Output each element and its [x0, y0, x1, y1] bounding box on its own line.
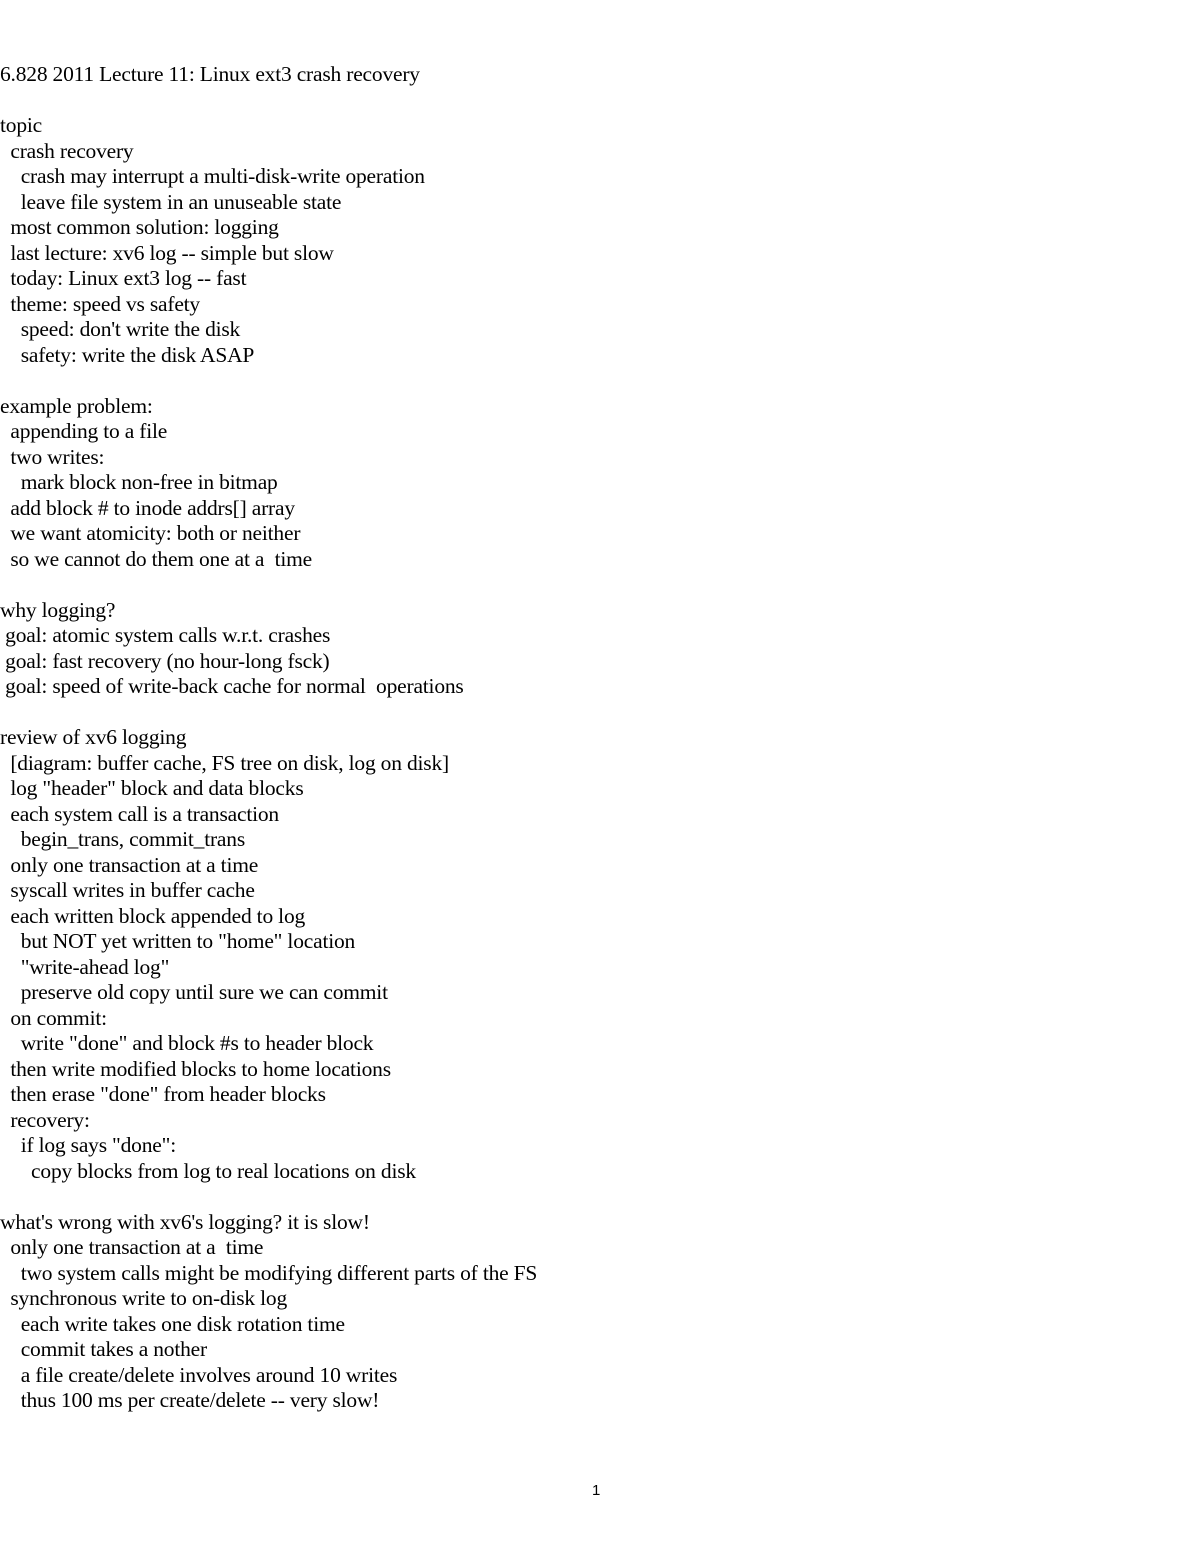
lecture-notes-text — [0, 62, 537, 1414]
text-line: appending to a file — [0, 419, 168, 443]
text-line: we want atomicity: both or neither — [0, 521, 301, 545]
text-line: but NOT yet written to "home" location — [0, 929, 356, 953]
text-line: 6.828 2011 Lecture 11: Linux ext3 crash recovery — [0, 62, 420, 86]
blank-line — [0, 88, 537, 114]
text-line: what's wrong with xv6's logging? it is slow! — [0, 1209, 370, 1234]
text-line: write "done" and block #s to header block — [0, 1031, 374, 1055]
text-line: each system call is a transaction — [0, 801, 279, 826]
text-line: crash recovery — [0, 138, 134, 163]
text-line: today: Linux ext3 log -- fast — [0, 266, 247, 290]
text-line: review of xv6 logging — [0, 725, 187, 749]
text-line: synchronous write to on-disk log — [0, 1286, 288, 1310]
text-line: only one transaction at a time — [0, 1235, 264, 1259]
text-line: mark block non-free in bitmap — [0, 470, 278, 494]
blank-line — [0, 368, 537, 394]
text-line: two writes: — [0, 444, 105, 469]
blank-line — [0, 700, 537, 726]
text-line: [diagram: buffer cache, FS tree on disk, log on disk] — [0, 750, 449, 775]
text-line: "write-ahead log" — [0, 954, 170, 979]
text-line: log "header" block and data blocks — [0, 776, 304, 800]
text-line: safety: write the disk ASAP — [0, 342, 255, 367]
text-line: recovery: — [0, 1107, 90, 1132]
text-line: preserve old copy until sure we can commit — [0, 980, 388, 1004]
text-line: add block # to inode addrs[] array — [0, 495, 295, 520]
text-line: each written block appended to log — [0, 903, 306, 928]
text-line: goal: atomic system calls w.r.t. crashes — [0, 623, 331, 647]
text-line: begin_trans, commit_trans — [0, 827, 245, 851]
text-line: commit takes a nother — [0, 1337, 207, 1361]
text-line: topic — [0, 113, 42, 137]
text-line: only one transaction at a time — [0, 852, 259, 877]
text-line: most common solution: logging — [0, 215, 279, 239]
text-line: goal: fast recovery (no hour-long fsck) — [0, 648, 330, 673]
text-line: a file create/delete involves around 10 writes — [0, 1362, 398, 1387]
text-line: goal: speed of write-back cache for normal operations — [0, 674, 464, 698]
text-line: on commit: — [0, 1005, 107, 1030]
text-line: copy blocks from log to real locations on disk — [0, 1158, 416, 1183]
text-line: so we cannot do them one at a time — [0, 546, 313, 571]
blank-line — [0, 572, 537, 598]
text-line: why logging? — [0, 597, 116, 622]
text-line: leave file system in an unuseable state — [0, 189, 342, 214]
text-line: last lecture: xv6 log -- simple but slow — [0, 240, 334, 265]
text-line: thus 100 ms per create/delete -- very slow! — [0, 1388, 380, 1412]
text-line: two system calls might be modifying different parts of the FS — [0, 1260, 538, 1285]
text-line: syscall writes in buffer cache — [0, 878, 255, 902]
text-line: then write modified blocks to home locations — [0, 1056, 391, 1081]
page-number: 1 — [592, 1482, 601, 1499]
text-line: if log says "done": — [0, 1133, 176, 1157]
text-line: each write takes one disk rotation time — [0, 1311, 345, 1336]
text-line: theme: speed vs safety — [0, 291, 200, 316]
text-line: speed: don't write the disk — [0, 317, 241, 341]
text-line: crash may interrupt a multi-disk-write operation — [0, 164, 425, 188]
text-line: then erase "done" from header blocks — [0, 1082, 326, 1106]
blank-line — [0, 1184, 537, 1210]
text-line: example problem: — [0, 393, 153, 418]
